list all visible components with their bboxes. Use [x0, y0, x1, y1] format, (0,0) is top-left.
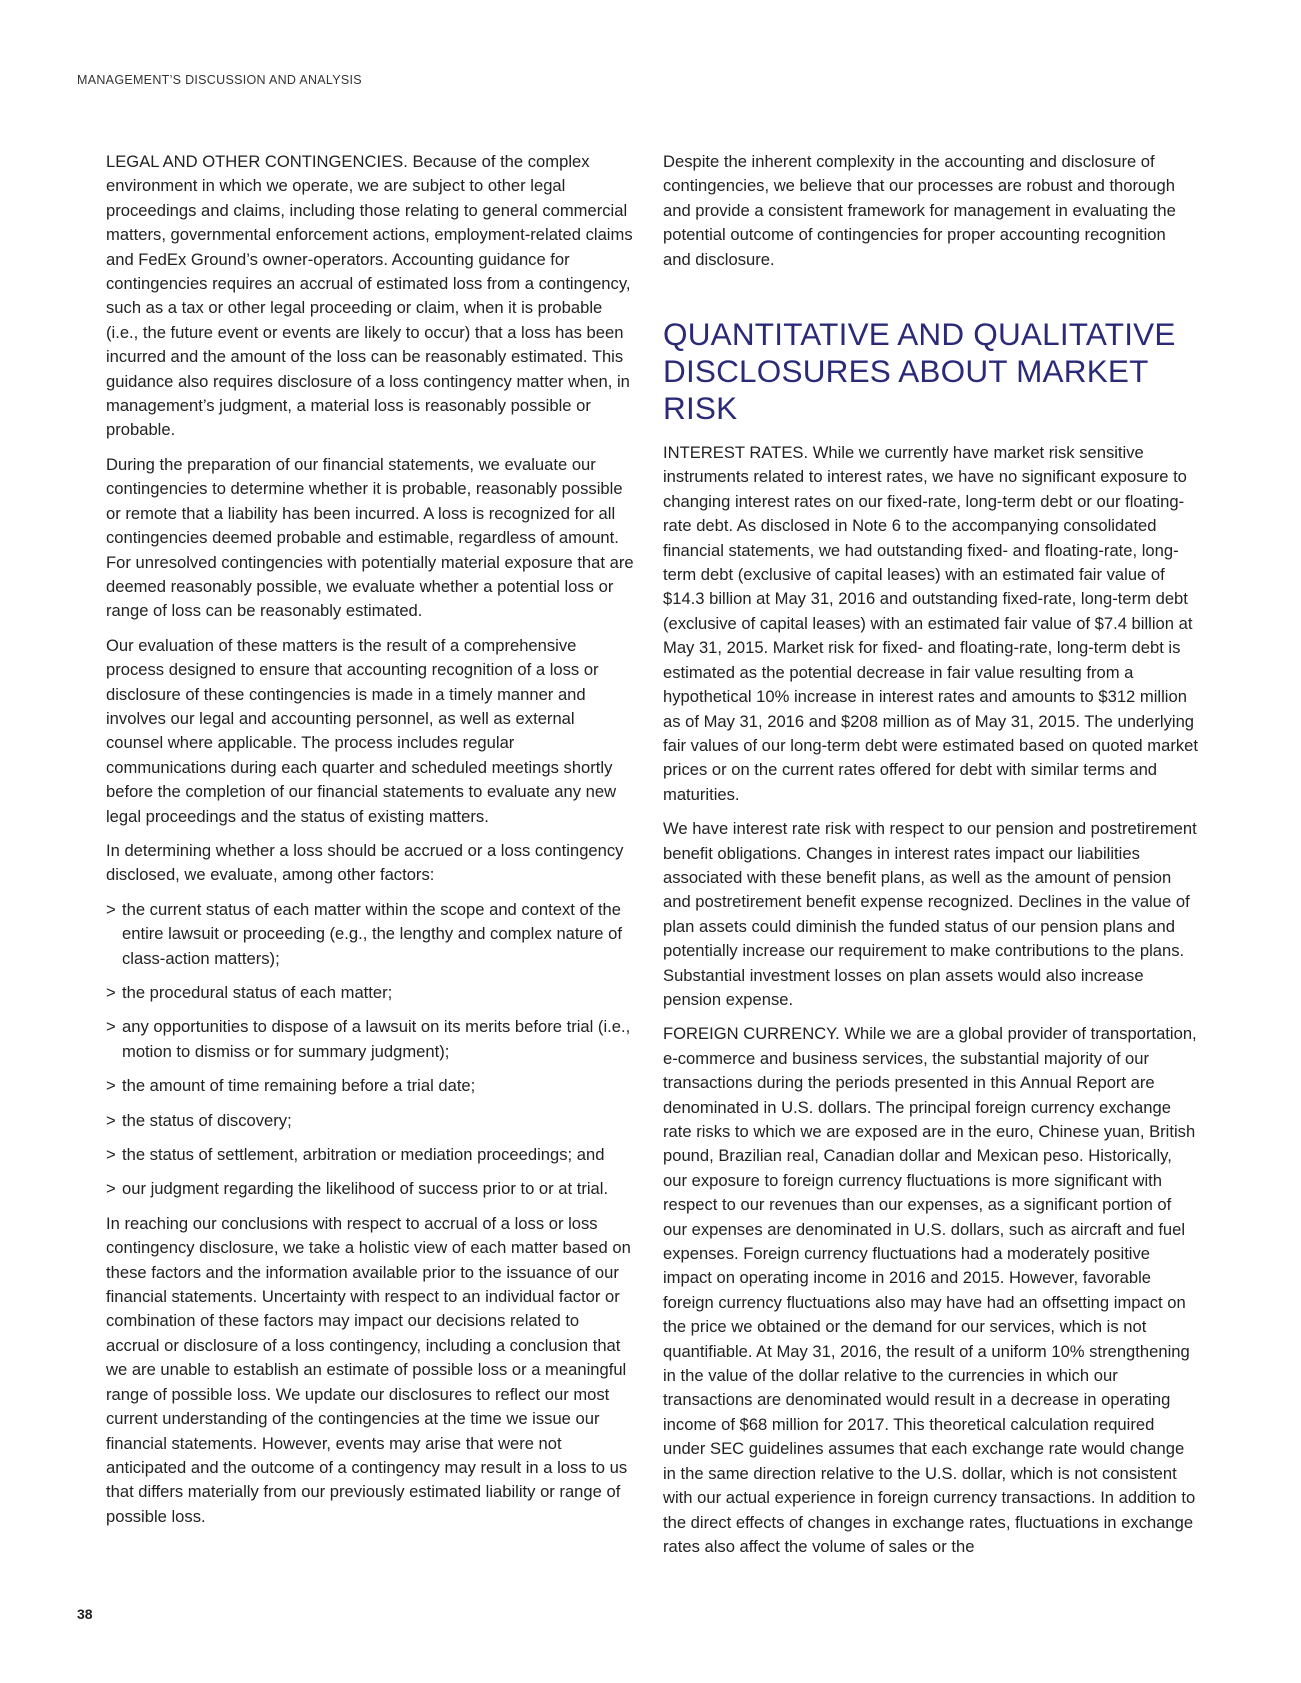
chevron-right-icon: >	[106, 1145, 116, 1165]
factors-intro-paragraph: In determining whether a loss should be accrued or a loss contingency disclosed, we evaluate, among other factors:	[106, 840, 624, 885]
list-item	[106, 898, 636, 971]
running-header: MANAGEMENT’S DISCUSSION AND ANALYSIS	[77, 73, 362, 87]
list-item-text: any opportunities to dispose of a lawsuit on its merits before trial (i.e., motion to dismiss or for summary judgment);	[122, 1017, 631, 1061]
chevron-right-icon: >	[106, 1076, 116, 1096]
chevron-right-icon: >	[106, 983, 116, 1002]
conclusions-paragraph: In reaching our conclusions with respect to accrual of a loss or loss contingency disclosure, we take a holistic view of each matter based on these factors and the information available prior to the issuance of our financial statements. Uncertainty with respect to an individual factor or combination of these factors may impact our decisions related to accrual or disclosure of a loss contingency, including a conclusion that we are unable to establish an estimate of possible loss or a meaningful range of possible loss. We update our disclosures to reflect our most current understanding of the contingencies at the time we issue our financial statements. However, events may arise that were not anticipated and the outcome of a contingency may result in a loss to us that differs materially from our previously estimated liability or range of possible loss.	[106, 1213, 631, 1526]
pension-risk-paragraph: We have interest rate risk with respect to our pension and postretirement benefit obligations. Changes in interest rates impact our liabilities associated with these benefit plans, as well as the amount of pension and postretirement benefit expense recognized. Declines in the value of plan assets could diminish the funded status of our pension plans and potentially increase our requirement to make contributions to the plans. Substantial investment losses on plan assets would also increase pension expense.	[663, 819, 1197, 1009]
paragraph-text: Because of the complex environment in which we operate, we are subject to other legal proceedings and claims, including those relating to general commercial matters, governmental enforcement actions, employment-related claims and FedEx Ground’s owner-operators. Accounting guidance for contingencies requires an accrual of estimated loss from a contingency, such as a tax or other legal proceeding or claim, when it is probable (i.e., the future event or events are likely to occur) that a loss has been incurred and the amount of the loss can be reasonably estimated. This guidance also requires disclosure of a loss contingency matter when, in management’s judgment, a material loss is reasonably possible or probable.	[106, 152, 633, 440]
chevron-right-icon: >	[106, 1110, 116, 1130]
list-item-text: the amount of time remaining before a trial date;	[122, 1076, 476, 1096]
chevron-right-icon: >	[106, 1179, 116, 1199]
list-item-text: the status of discovery;	[122, 1110, 292, 1130]
evaluation-paragraph: During the preparation of our financial statements, we evaluate our contingencies to determine whether it is probable, reasonably possible or remote that a liability has been incurred. A loss is recognized for all contingencies deemed probable and estimable, regardless of amount. For unresolved contingencies with potentially material exposure that are deemed reasonably possible, we evaluate whether a potential loss or range of loss can be reasonably estimated.	[106, 454, 634, 621]
paragraph-lead-in: INTEREST RATES.	[663, 443, 809, 463]
chevron-right-icon: >	[106, 899, 116, 919]
list-item-text: the procedural status of each matter;	[122, 983, 393, 1002]
list-item-text: the current status of each matter within the scope and context of the entire lawsuit or proceeding (e.g., the lengthy and complex nature of class-action matters);	[122, 899, 622, 968]
list-item	[106, 1074, 636, 1098]
list-item	[106, 1177, 636, 1201]
process-paragraph: Our evaluation of these matters is the result of a comprehensive process designed to ensure that accounting recognition of a loss or disclosure of these contingencies is made in a timely manner and involves our legal and accounting personnel, as well as external counsel where applicable. The process includes regular communications during each quarter and scheduled meetings shortly before the completion of our financial statements to evaluate any new legal proceedings and the status of existing matters.	[106, 635, 617, 826]
section-heading: QUANTITATIVE AND QUALITATIVE DISCLOSURES ABOUT MARKET RISK	[663, 316, 1176, 427]
list-item-text: our judgment regarding the likelihood of success prior to or at trial.	[122, 1179, 609, 1199]
legal-contingencies-paragraph	[106, 150, 636, 443]
list-item	[106, 1143, 636, 1167]
list-item	[106, 1015, 636, 1064]
paragraph-lead-in: FOREIGN CURRENCY.	[663, 1024, 840, 1044]
paragraph-text: While we are a global provider of transportation, e-commerce and business services, the substantial majority of our transactions during the periods presented in this Annual Report are denominated in U.S. dollars. The principal foreign currency exchange rate risks to which we are exposed are in the euro, Chinese yuan, British pound, Brazilian real, Canadian dollar and Mexican peso. Historically, our exposure to foreign currency fluctuations is more significant with respect to our revenues than our expenses, as a significant portion of our expenses are denominated in U.S. dollars, such as aircraft and fuel expenses. Foreign currency fluctuations had a moderately positive impact on operating income in 2016 and 2015. However, favorable foreign currency fluctuations also may have had an offsetting impact on the price we obtained or the demand for our services, which is not quantifiable. At May 31, 2016, the result of a uniform 10% strengthening in the value of the dollar relative to the currencies in which our transactions are denominated would result in a decrease in operating income of $68 million for 2017. This theoretical calculation required under SEC guidelines assumes that each exchange rate would change in the same direction relative to the U.S. dollar, which is not consistent with our actual experience in foreign currency transactions. In addition to the direct effects of changes in exchange rates, fluctuations in exchange rates also affect the volume of sales or the	[663, 1024, 1197, 1556]
list-item	[106, 1109, 636, 1133]
interest-rates-paragraph	[663, 441, 1198, 807]
chevron-right-icon: >	[106, 1017, 116, 1037]
paragraph-lead-in: LEGAL AND OTHER CONTINGENCIES.	[106, 152, 408, 171]
factors-list	[106, 898, 636, 1202]
right-column	[663, 150, 1198, 1569]
page-number: 38	[77, 1606, 93, 1622]
list-item	[106, 981, 636, 1005]
list-item-text: the status of settlement, arbitration or mediation proceedings; and	[122, 1145, 605, 1165]
left-column	[106, 150, 636, 1539]
foreign-currency-paragraph	[663, 1022, 1198, 1559]
complexity-paragraph: Despite the inherent complexity in the accounting and disclosure of contingencies, we believe that our processes are robust and thorough and provide a consistent framework for management in evaluating the potential outcome of contingencies for proper accounting recognition and disclosure.	[663, 152, 1176, 269]
paragraph-text: While we currently have market risk sensitive instruments related to interest rates, we have no significant exposure to changing interest rates on our fixed-rate, long-term debt or our floating-rate debt. As disclosed in Note 6 to the accompanying consolidated financial statements, we had outstanding fixed- and floating-rate, long-term debt (exclusive of capital leases) with an estimated fair value of $14.3 billion at May 31, 2016 and outstanding fixed-rate, long-term debt (exclusive of capital leases) with an estimated fair value of $7.4 billion at May 31, 2015. Market risk for fixed- and floating-rate, long-term debt is estimated as the potential decrease in fair value resulting from a hypothetical 10% increase in interest rates and amounts to $312 million as of May 31, 2016 and $208 million as of May 31, 2015. The underlying fair values of our long-term debt were estimated based on quoted market prices or on the current rates offered for debt with similar terms and maturities.	[663, 443, 1198, 804]
